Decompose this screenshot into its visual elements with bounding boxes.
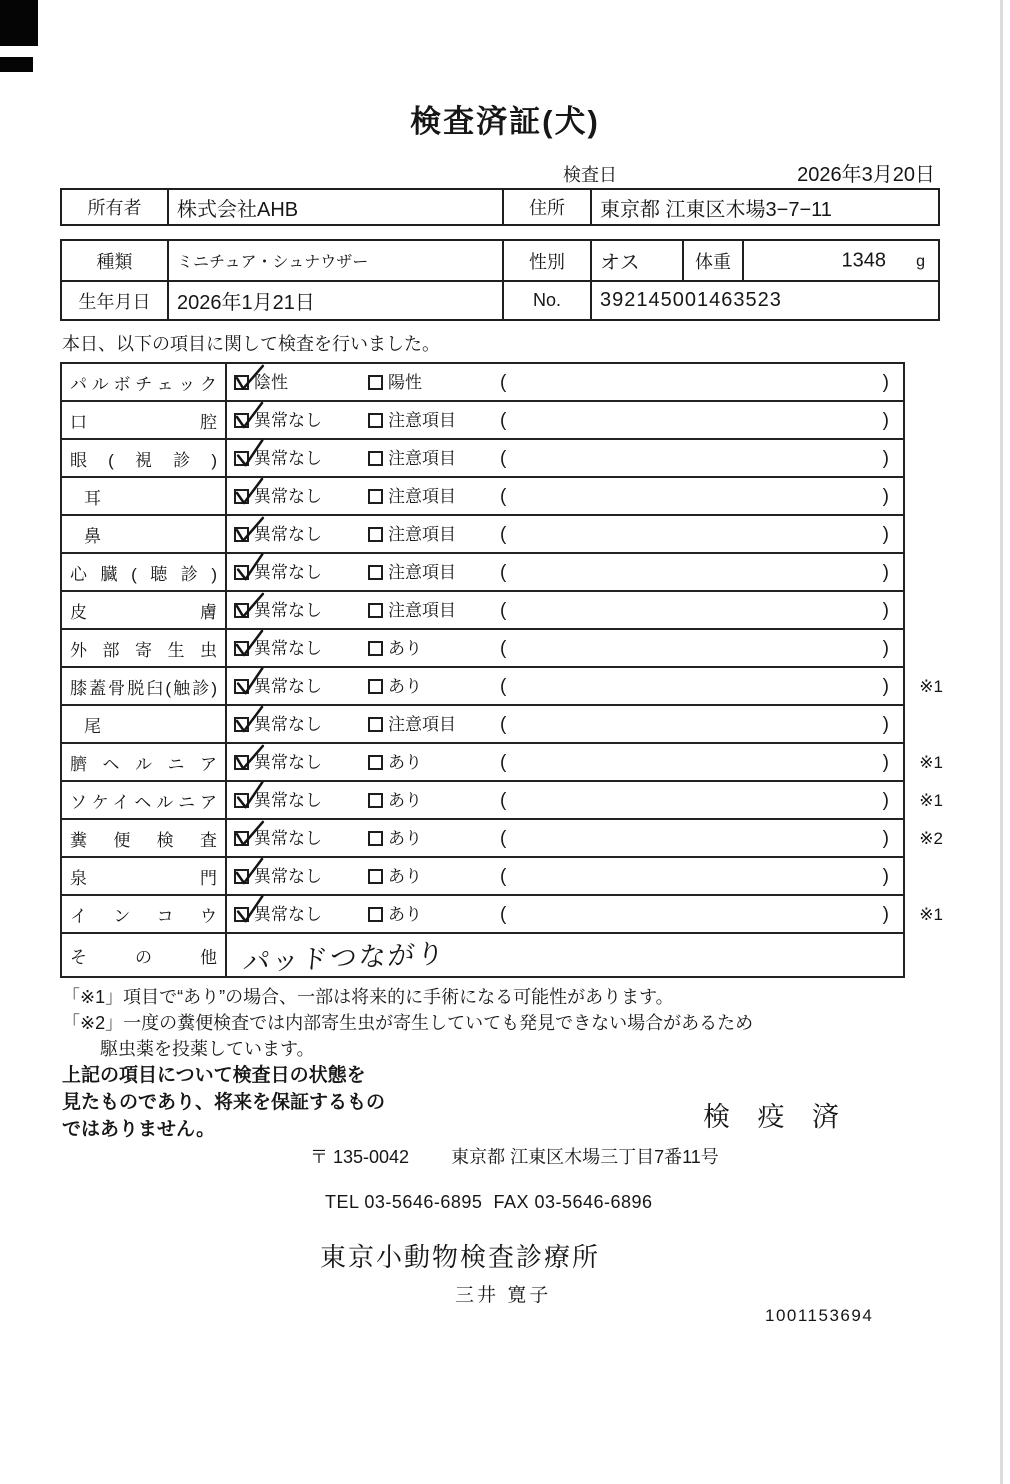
item-label: 耳 [84, 488, 101, 508]
item-cell [62, 706, 227, 742]
item-label: 泉門 [70, 868, 217, 888]
checklist-row [62, 516, 903, 554]
checkbox-option-2 [368, 679, 383, 694]
scan-edge-line [1000, 0, 1003, 1484]
checkbox-option-1 [234, 869, 249, 884]
remark-paren-close: ) [882, 676, 889, 697]
option-2-label: 注意項目 [388, 601, 456, 620]
item-label: ソケイヘルニア [70, 792, 217, 812]
option-2-label: あり [388, 867, 422, 886]
options-cell [227, 820, 903, 856]
remark-paren-close: ) [882, 486, 889, 507]
remark-paren-close: ) [882, 410, 889, 431]
option-1-label: 異常なし [254, 677, 322, 696]
item-label: 糞便検査 [70, 830, 217, 850]
item-cell [62, 896, 227, 932]
birthdate-value: 2026年1月21日 [167, 282, 502, 319]
item-cell [62, 402, 227, 438]
item-cell [62, 858, 227, 894]
footnote-ref: ※1 [919, 905, 943, 924]
checkbox-option-2 [368, 717, 383, 732]
option-2-label: 注意項目 [388, 411, 456, 430]
item-label: 尾 [84, 716, 101, 736]
remark-paren-close: ) [882, 372, 889, 393]
item-label: 膝蓋骨脱臼(触診) [70, 678, 217, 698]
breed-label: 種類 [96, 251, 133, 272]
options-cell [227, 592, 903, 628]
remark-paren-open: ( [500, 600, 507, 621]
checkbox-option-2 [368, 907, 383, 922]
item-label: 皮膚 [70, 602, 217, 622]
remark-paren-close: ) [882, 524, 889, 545]
remark-paren-close: ) [882, 866, 889, 887]
checkbox-option-2 [368, 831, 383, 846]
remark-paren-close: ) [882, 828, 889, 849]
checklist-row [62, 896, 943, 934]
handwritten-note: パッドつながり [241, 938, 447, 978]
weight-label: 体重 [682, 241, 742, 280]
checkbox-option-1 [234, 565, 249, 580]
remark-paren-open: ( [500, 676, 507, 697]
option-1-label: 異常なし [254, 791, 322, 810]
item-label: 眼(視診) [70, 450, 217, 470]
remark-paren-open: ( [500, 638, 507, 659]
checklist-row [62, 820, 943, 858]
disclaimer-line-3: ではありません。 [62, 1119, 216, 1140]
remark-paren-close: ) [882, 790, 889, 811]
checkbox-option-1 [234, 451, 249, 466]
options-cell [227, 516, 903, 552]
checkbox-option-1 [234, 907, 249, 922]
checklist-row [62, 858, 903, 896]
checklist-table [60, 362, 943, 978]
checklist-row [62, 782, 943, 820]
remark-paren-open: ( [500, 828, 507, 849]
sex-label: 性別 [502, 241, 590, 280]
options-cell [227, 402, 903, 438]
remark-paren-open: ( [500, 410, 507, 431]
option-1-label: 異常なし [254, 829, 322, 848]
item-label: 臍ヘルニア [70, 754, 217, 774]
checklist-row [62, 668, 943, 706]
checkbox-option-2 [368, 527, 383, 542]
options-cell [227, 630, 903, 666]
footnote-ref: ※1 [919, 791, 943, 810]
checklist-rows [62, 364, 943, 934]
disclaimer-line-1: 上記の項目について検査日の状態を [62, 1065, 366, 1086]
checklist-row [62, 402, 903, 440]
clinic-phone-line: TEL 03-5646-6895 FAX 03-5646-6896 [325, 1192, 653, 1212]
item-label: 外部寄生虫 [70, 640, 217, 660]
option-1-label: 異常なし [254, 487, 322, 506]
item-cell [62, 820, 227, 856]
weight-cell [742, 241, 938, 280]
option-2-label: 注意項目 [388, 449, 456, 468]
options-cell [227, 744, 903, 780]
remark-paren-close: ) [882, 714, 889, 735]
item-label: 心臓(聴診) [70, 564, 217, 584]
pet-info-table [60, 239, 940, 321]
checkbox-option-2 [368, 413, 383, 428]
options-cell [227, 858, 903, 894]
footnote-ref: ※1 [919, 677, 943, 696]
option-1-label: 異常なし [254, 601, 322, 620]
item-label: パルボチェック [70, 374, 217, 394]
option-2-label: あり [388, 791, 422, 810]
options-cell [227, 478, 903, 514]
address-label: 住所 [502, 190, 590, 224]
item-cell [62, 934, 227, 976]
footnote-2-continued: 駆虫薬を投薬しています。 [100, 1039, 315, 1059]
option-1-label: 異常なし [254, 639, 322, 658]
remark-paren-close: ) [882, 904, 889, 925]
remark-paren-open: ( [500, 448, 507, 469]
checkbox-option-2 [368, 375, 383, 390]
footnote-2: 「※2」一度の糞便検査では内部寄生虫が寄生していても発見できない場合があるため [62, 1013, 754, 1033]
intro-text: 本日、以下の項目に関して検査を行いました。 [62, 334, 440, 354]
option-2-label: あり [388, 753, 422, 772]
checkbox-option-1 [234, 755, 249, 770]
number-label: No. [502, 282, 590, 319]
item-cell [62, 668, 227, 704]
owner-value: 株式会社AHB [167, 190, 502, 224]
item-cell [62, 516, 227, 552]
item-cell [62, 554, 227, 590]
checkbox-option-2 [368, 793, 383, 808]
pet-row-2 [62, 280, 938, 319]
veterinarian-name: 三井 寛子 [455, 1285, 552, 1306]
item-cell [62, 478, 227, 514]
checkbox-option-1 [234, 717, 249, 732]
option-2-label: 陽性 [388, 373, 422, 392]
checklist-row [62, 440, 903, 478]
weight-value: 1348 [841, 249, 886, 271]
remark-paren-open: ( [500, 866, 507, 887]
option-2-label: あり [388, 677, 422, 696]
options-cell [227, 440, 903, 476]
option-2-label: 注意項目 [388, 563, 456, 582]
checkbox-option-2 [368, 565, 383, 580]
checkbox-option-2 [368, 869, 383, 884]
remark-paren-close: ) [882, 562, 889, 583]
remark-paren-open: ( [500, 372, 507, 393]
checklist-row [62, 630, 903, 668]
item-cell [62, 744, 227, 780]
remark-paren-open: ( [500, 562, 507, 583]
option-2-label: 注意項目 [388, 525, 456, 544]
options-cell [227, 782, 903, 818]
birthdate-label: 生年月日 [78, 291, 151, 312]
item-label: 口腔 [70, 412, 217, 432]
inspection-date-label: 検査日 [563, 165, 617, 185]
footnote-ref: ※2 [919, 829, 943, 848]
checklist-row [62, 554, 903, 592]
option-1-label: 異常なし [254, 449, 322, 468]
item-cell [62, 630, 227, 666]
checklist-row [62, 592, 903, 630]
clinic-address: 東京都 江東区木場三丁目7番11号 [451, 1147, 719, 1167]
options-cell [227, 706, 903, 742]
remark-paren-close: ) [882, 638, 889, 659]
number-value: 392145001463523 [590, 282, 938, 319]
disclaimer [62, 1062, 385, 1143]
quarantine-stamp: 検 疫 済 [703, 1102, 850, 1132]
checkbox-option-2 [368, 451, 383, 466]
option-1-label: 異常なし [254, 867, 322, 886]
checklist-row [62, 706, 903, 744]
option-2-label: あり [388, 829, 422, 848]
checkbox-option-1 [234, 831, 249, 846]
options-cell [227, 668, 903, 704]
clinic-name: 東京小動物検査診療所 [320, 1242, 601, 1272]
option-1-label: 異常なし [254, 715, 322, 734]
checkbox-option-1 [234, 527, 249, 542]
checkbox-option-2 [368, 641, 383, 656]
disclaimer-line-2: 見たものであり、将来を保証するもの [62, 1092, 386, 1113]
item-label: 鼻 [84, 526, 101, 546]
option-1-label: 陰性 [254, 373, 288, 392]
option-1-label: 異常なし [254, 525, 322, 544]
remark-paren-open: ( [500, 714, 507, 735]
postal-code: 〒 135-0042 [310, 1147, 410, 1167]
owner-table [60, 188, 940, 226]
option-1-label: 異常なし [254, 753, 322, 772]
clinic-postal-line [310, 1143, 719, 1169]
remark-paren-open: ( [500, 790, 507, 811]
remark-paren-open: ( [500, 752, 507, 773]
remark-paren-open: ( [500, 524, 507, 545]
item-label: インコウ [70, 906, 217, 926]
option-2-label: 注意項目 [388, 487, 456, 506]
option-2-label: あり [388, 905, 422, 924]
checkbox-option-1 [234, 375, 249, 390]
option-1-label: 異常なし [254, 905, 322, 924]
page-title: 検査済証(犬) [410, 104, 600, 139]
options-cell [227, 896, 903, 932]
option-1-label: 異常なし [254, 563, 322, 582]
item-cell [62, 364, 227, 400]
address-value: 東京都 江東区木場3−7−11 [590, 190, 938, 224]
option-2-label: 注意項目 [388, 715, 456, 734]
remark-paren-open: ( [500, 486, 507, 507]
item-cell [62, 592, 227, 628]
checkbox-option-1 [234, 489, 249, 504]
footnote-1: 「※1」項目で“あり”の場合、一部は将来的に手術になる可能性があります。 [62, 987, 674, 1007]
scan-artifact-side [0, 57, 33, 72]
footnotes [62, 984, 753, 1062]
inspection-date [563, 158, 935, 187]
breed-value: ミニチュア・シュナウザー [167, 241, 502, 280]
item-label: その他 [70, 947, 217, 967]
checklist-row [62, 364, 903, 402]
scan-artifact-top [0, 0, 38, 46]
checkbox-option-1 [234, 603, 249, 618]
pet-row-1 [62, 241, 938, 280]
checkbox-option-2 [368, 489, 383, 504]
item-cell [62, 440, 227, 476]
other-content-cell [227, 934, 903, 976]
checklist-row-other [62, 934, 903, 978]
item-cell [62, 782, 227, 818]
checkbox-option-1 [234, 641, 249, 656]
options-cell [227, 554, 903, 590]
options-cell [227, 364, 903, 400]
remark-paren-close: ) [882, 448, 889, 469]
owner-label: 所有者 [87, 198, 142, 218]
owner-row [62, 190, 938, 224]
option-1-label: 異常なし [254, 411, 322, 430]
sex-value: オス [590, 241, 682, 280]
checklist-row [62, 478, 903, 516]
weight-unit: g [916, 252, 925, 270]
option-2-label: あり [388, 639, 422, 658]
checkbox-option-2 [368, 755, 383, 770]
checkbox-option-1 [234, 679, 249, 694]
checkbox-option-2 [368, 603, 383, 618]
footnote-ref: ※1 [919, 753, 943, 772]
checklist-row [62, 744, 943, 782]
checkbox-option-1 [234, 793, 249, 808]
inspection-date-value: 2026年3月20日 [797, 164, 935, 186]
remark-paren-close: ) [882, 600, 889, 621]
remark-paren-open: ( [500, 904, 507, 925]
serial-number: 1001153694 [765, 1306, 874, 1325]
remark-paren-close: ) [882, 752, 889, 773]
checkbox-option-1 [234, 413, 249, 428]
